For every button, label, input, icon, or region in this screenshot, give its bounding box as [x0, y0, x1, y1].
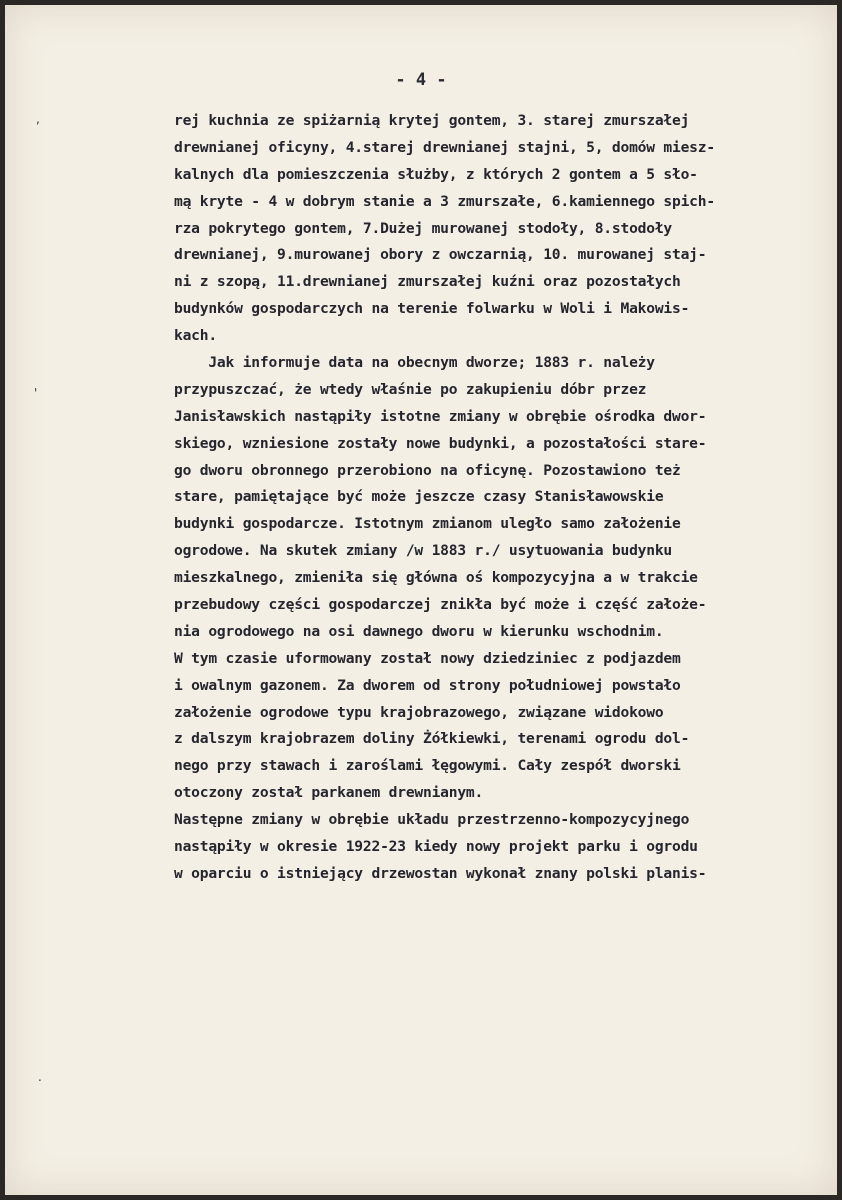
text-line: w oparciu o istniejący drzewostan wykonał znany polski planis- [174, 864, 707, 882]
text-line: stare, pamiętające być może jeszcze czasy Stanisławowskie [174, 488, 664, 506]
text-line: Następne zmiany w obrębie układu przestrzenno-kompozycyjnego [174, 811, 690, 829]
text-line: ni z szopą, 11.drewnianej zmurszałej kuźni oraz pozostałych [174, 273, 681, 291]
text-line: mieszkalnego, zmieniła się główna oś kompozycyjna a w trakcie [174, 569, 698, 587]
text-line: mą kryte - 4 w dobrym stanie a 3 zmurszałe, 6.kamiennego spich- [174, 192, 715, 210]
text-line: kalnych dla pomieszczenia służby, z których 2 gontem a 5 sło- [174, 165, 698, 183]
margin-mark: , [36, 112, 40, 126]
margin-mark: ' [34, 386, 38, 400]
text-line: przypuszczać, że wtedy właśnie po zakupieniu dóbr przez [174, 380, 647, 398]
text-line: rej kuchnia ze spiżarnią krytej gontem, 3. starej zmurszałej [174, 112, 690, 129]
text-line: skiego, wzniesione zostały nowe budynki, a pozostałości stare- [174, 434, 707, 452]
text-line: drewnianej oficyny, 4.starej drewnianej stajni, 5, domów miesz- [174, 138, 715, 156]
text-line: Jak informuje data na obecnym dworze; 1883 r. należy [174, 354, 655, 372]
text-line: nastąpiły w okresie 1922-23 kiedy nowy projekt parku i ogrodu [174, 838, 698, 856]
text-line: nia ogrodowego na osi dawnego dworu w kierunku wschodnim. [174, 622, 664, 640]
text-line: go dworu obronnego przerobiono na oficynę. Pozostawiono też [174, 461, 681, 479]
text-line: drewnianej, 9.murowanej obory z owczarnią, 10. murowanej staj- [174, 246, 707, 264]
text-line: ogrodowe. Na skutek zmiany /w 1883 r./ usytuowania budynku [174, 542, 672, 560]
text-line: otoczony został parkanem drewnianym. [174, 784, 484, 802]
text-line: przebudowy części gospodarczej znikła być może i część założe- [174, 596, 707, 614]
margin-mark: . [38, 1070, 42, 1084]
text-line: kach. [174, 327, 217, 345]
text-line: Janisławskich nastąpiły istotne zmiany w obrębie ośrodka dwor- [174, 407, 707, 425]
text-line: i owalnym gazonem. Za dworem od strony południowej powstało [174, 676, 681, 694]
text-line: budynki gospodarcze. Istotnym zmianom uległo samo założenie [174, 515, 681, 533]
text-line: założenie ogrodowe typu krajobrazowego, związane widokowo [174, 703, 664, 721]
text-line: z dalszym krajobrazem doliny Żółkiewki, terenami ogrodu dol- [174, 730, 690, 748]
typewritten-text [174, 108, 824, 888]
text-line: W tym czasie uformowany został nowy dziedziniec z podjazdem [174, 649, 681, 667]
text-line: rza pokrytego gontem, 7.Dużej murowanej stodoły, 8.stodoły [174, 219, 672, 237]
text-line: nego przy stawach i zaroślami łęgowymi. Cały zespół dworski [174, 757, 681, 775]
page-number: - 4 - [395, 70, 447, 90]
text-line: budynków gospodarczych na terenie folwarku w Woli i Makowis- [174, 300, 690, 318]
